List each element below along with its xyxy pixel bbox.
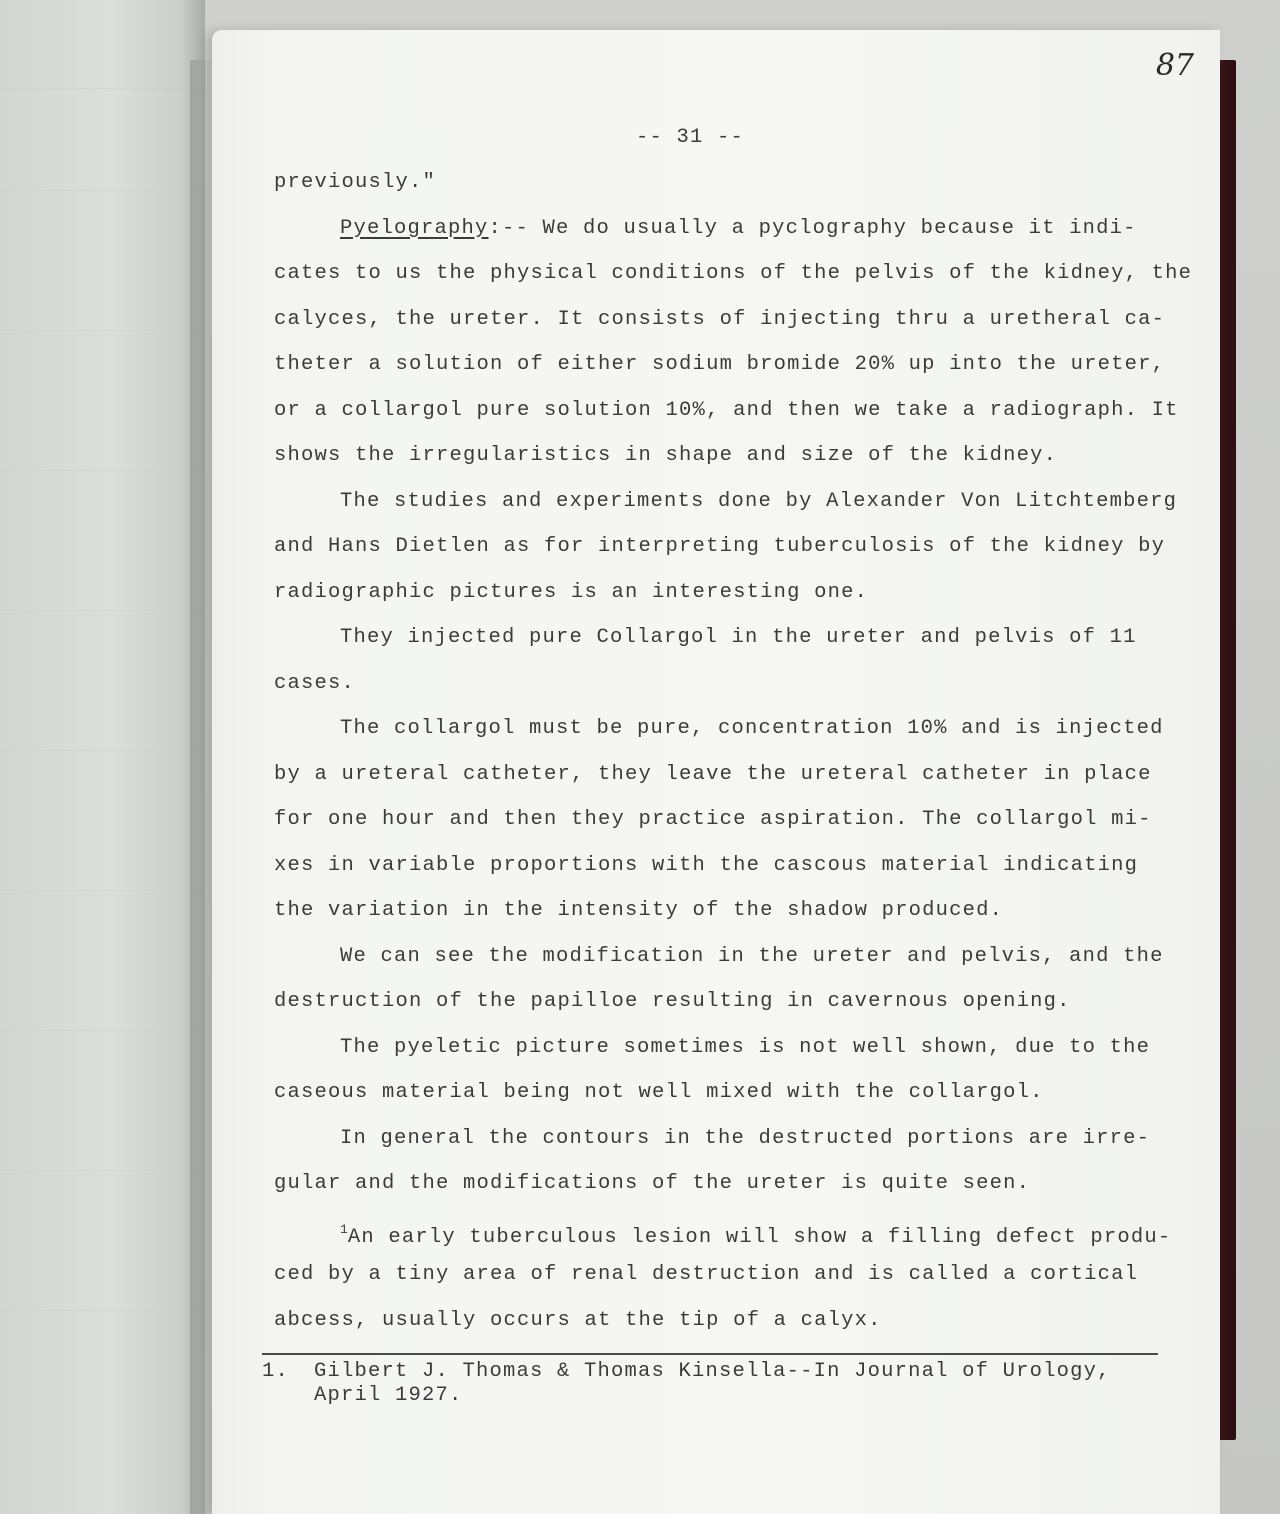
footnote-rule [262,1353,1158,1355]
text-line: the variation in the intensity of the shadow produced. [274,899,1004,922]
text-line: In general the contours in the destructed portions are irre- [340,1126,1151,1150]
bleed-through-line [0,190,205,191]
text-line: We can see the modification in the ureter and pelvis, and the [340,944,1164,968]
text-line: xes in variable proportions with the cascous material indicating [274,853,1139,877]
bleed-through-line [0,88,205,89]
footnote-marker: 1 [340,1221,348,1237]
text-line: The studies and experiments done by Alexander Von Litchtemberg [340,489,1178,513]
bleed-through-line [0,890,205,891]
handwritten-folio-number: 87 [1155,48,1194,83]
text-line: calyces, the ureter. It consists of injecting thru a uretheral ca- [274,307,1166,331]
bleed-through-line [0,1030,205,1031]
footnote-line: April 1927. [314,1384,463,1407]
bleed-through-line [0,330,205,331]
text-line: by a ureteral catheter, they leave the ureteral catheter in place [274,762,1152,786]
left-facing-page [0,0,205,1514]
text-line: previously." [274,171,437,194]
text-line: abcess, usually occurs at the tip of a calyx. [274,1308,882,1332]
text-line [274,206,1194,252]
text-line: caseous material being not well mixed with the collargol. [274,1081,1044,1104]
typed-page [212,30,1220,1514]
text-line-rest: :-- We do usually a pyclography because it indi- [488,216,1137,240]
text-line: or a collargol pure solution 10%, and then we take a radiograph. It [274,398,1179,422]
text-line: cases. [274,671,356,695]
bleed-through-line [0,1310,205,1311]
text-line [274,1207,1194,1253]
footnote-line [262,1360,1162,1384]
text-line: cates to us the physical conditions of the pelvis of the kidney, the [274,262,1193,285]
footnote-citation: Gilbert J. Thomas & Thomas Kinsella--In Journal of Urology, [314,1360,1111,1383]
text-line: The pyeletic picture sometimes is not well shown, due to the [340,1035,1151,1059]
text-line: for one hour and then they practice aspiration. The collargol mi- [274,808,1152,831]
text-line: ced by a tiny area of renal destruction and is called a cortical [274,1263,1139,1286]
text-line: The collargol must be pure, concentration 10% and is injected [340,717,1164,740]
text-line: and Hans Dietlen as for interpreting tuberculosis of the kidney by [274,535,1166,558]
text-line-rest: An early tuberculous lesion will show a filling defect produ- [347,1225,1172,1249]
bleed-through-line [0,610,205,611]
footnote [262,1360,1162,1408]
body-text [274,160,1194,1343]
bleed-through-line [0,750,205,751]
text-line: They injected pure Collargol in the ureter and pelvis of 11 [340,626,1137,649]
text-line: radiographic pictures is an interesting one. [274,580,869,604]
text-line: destruction of the papilloe resulting in cavernous opening. [274,990,1071,1013]
bleed-through-line [0,470,205,471]
text-line: theter a solution of either sodium bromide 20% up into the ureter, [274,353,1166,376]
text-line: gular and the modifications of the ureter is quite seen. [274,1172,1031,1195]
footnote-number: 1. [262,1360,290,1383]
page-number: -- 31 -- [636,126,745,149]
bleed-through-line [0,1170,205,1171]
text-line: shows the irregularistics in shape and size of the kidney. [274,444,1058,467]
section-heading: Pyelography [340,216,489,240]
